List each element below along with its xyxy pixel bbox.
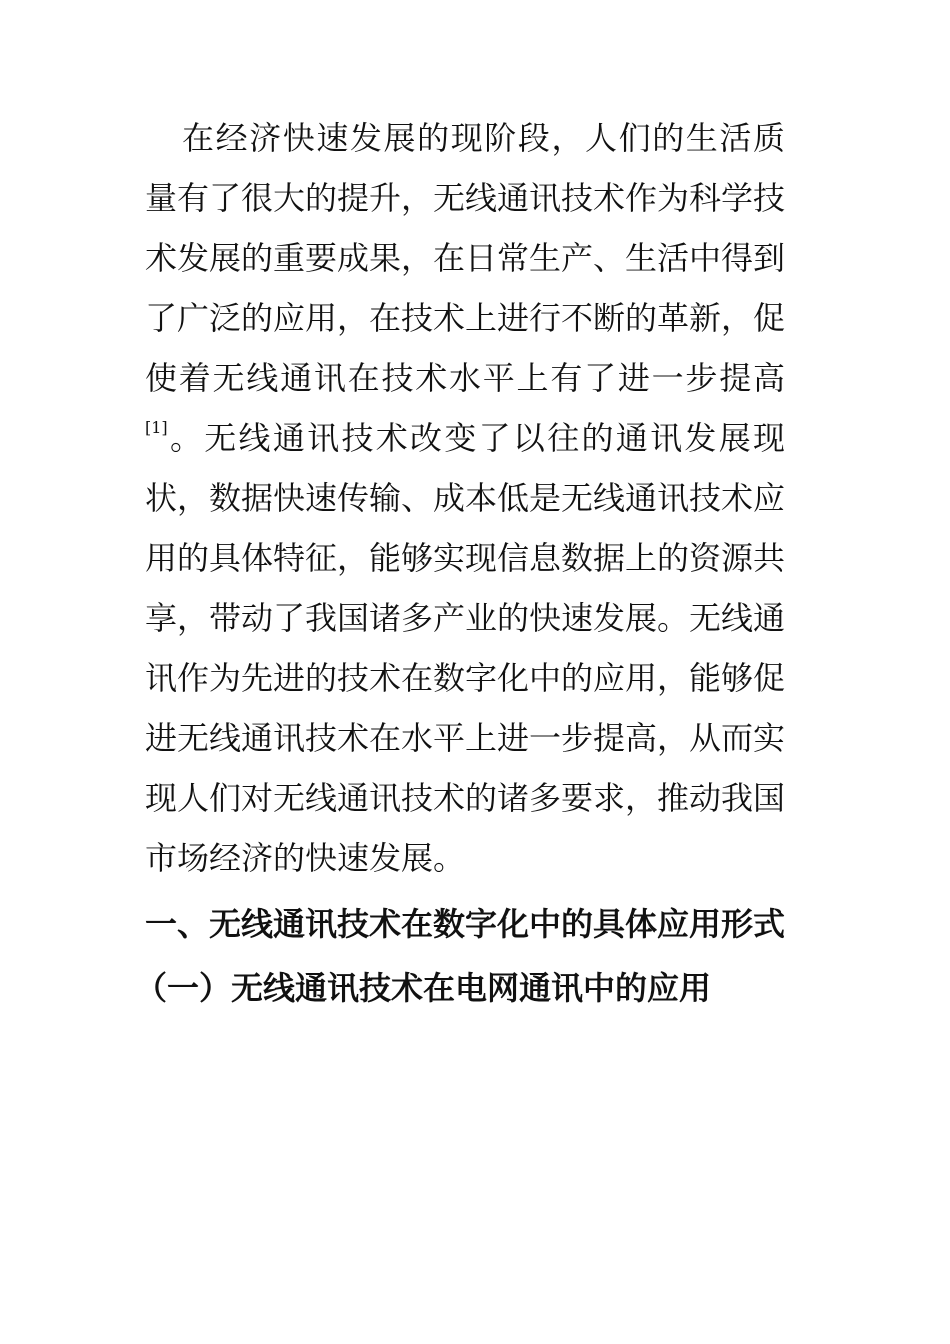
paragraph-text-part-1: 在经济快速发展的现阶段，人们的生活质量有了很大的提升，无线通讯技术作为科学技术发展的重要成果，在日常生产、生活中得到了广泛的应用，在技术上进行不断的革新，促使着无线通讯在技术水平上有了进一步提高 [145, 119, 786, 397]
intro-paragraph [145, 108, 785, 888]
paragraph-text-part-2: 。无线通讯技术改变了以往的通讯发展现状，数据快速传输、成本低是无线通讯技术应用的具体特征，能够实现信息数据上的资源共享，带动了我国诸多产业的快速发展。无线通讯作为先进的技术在数字化中的应用，能够促进无线通讯技术在水平上进一步提高，从而实现人们对无线通讯技术的诸多要求，推动我国市场经济的快速发展。 [145, 419, 786, 877]
citation-reference[interactable]: [1] [145, 418, 168, 438]
subsection-heading: （一）无线通讯技术在电网通讯中的应用 [135, 969, 712, 1007]
document-page [135, 108, 786, 1018]
section-heading: 一、无线通讯技术在数字化中的具体应用形式 [145, 905, 786, 943]
